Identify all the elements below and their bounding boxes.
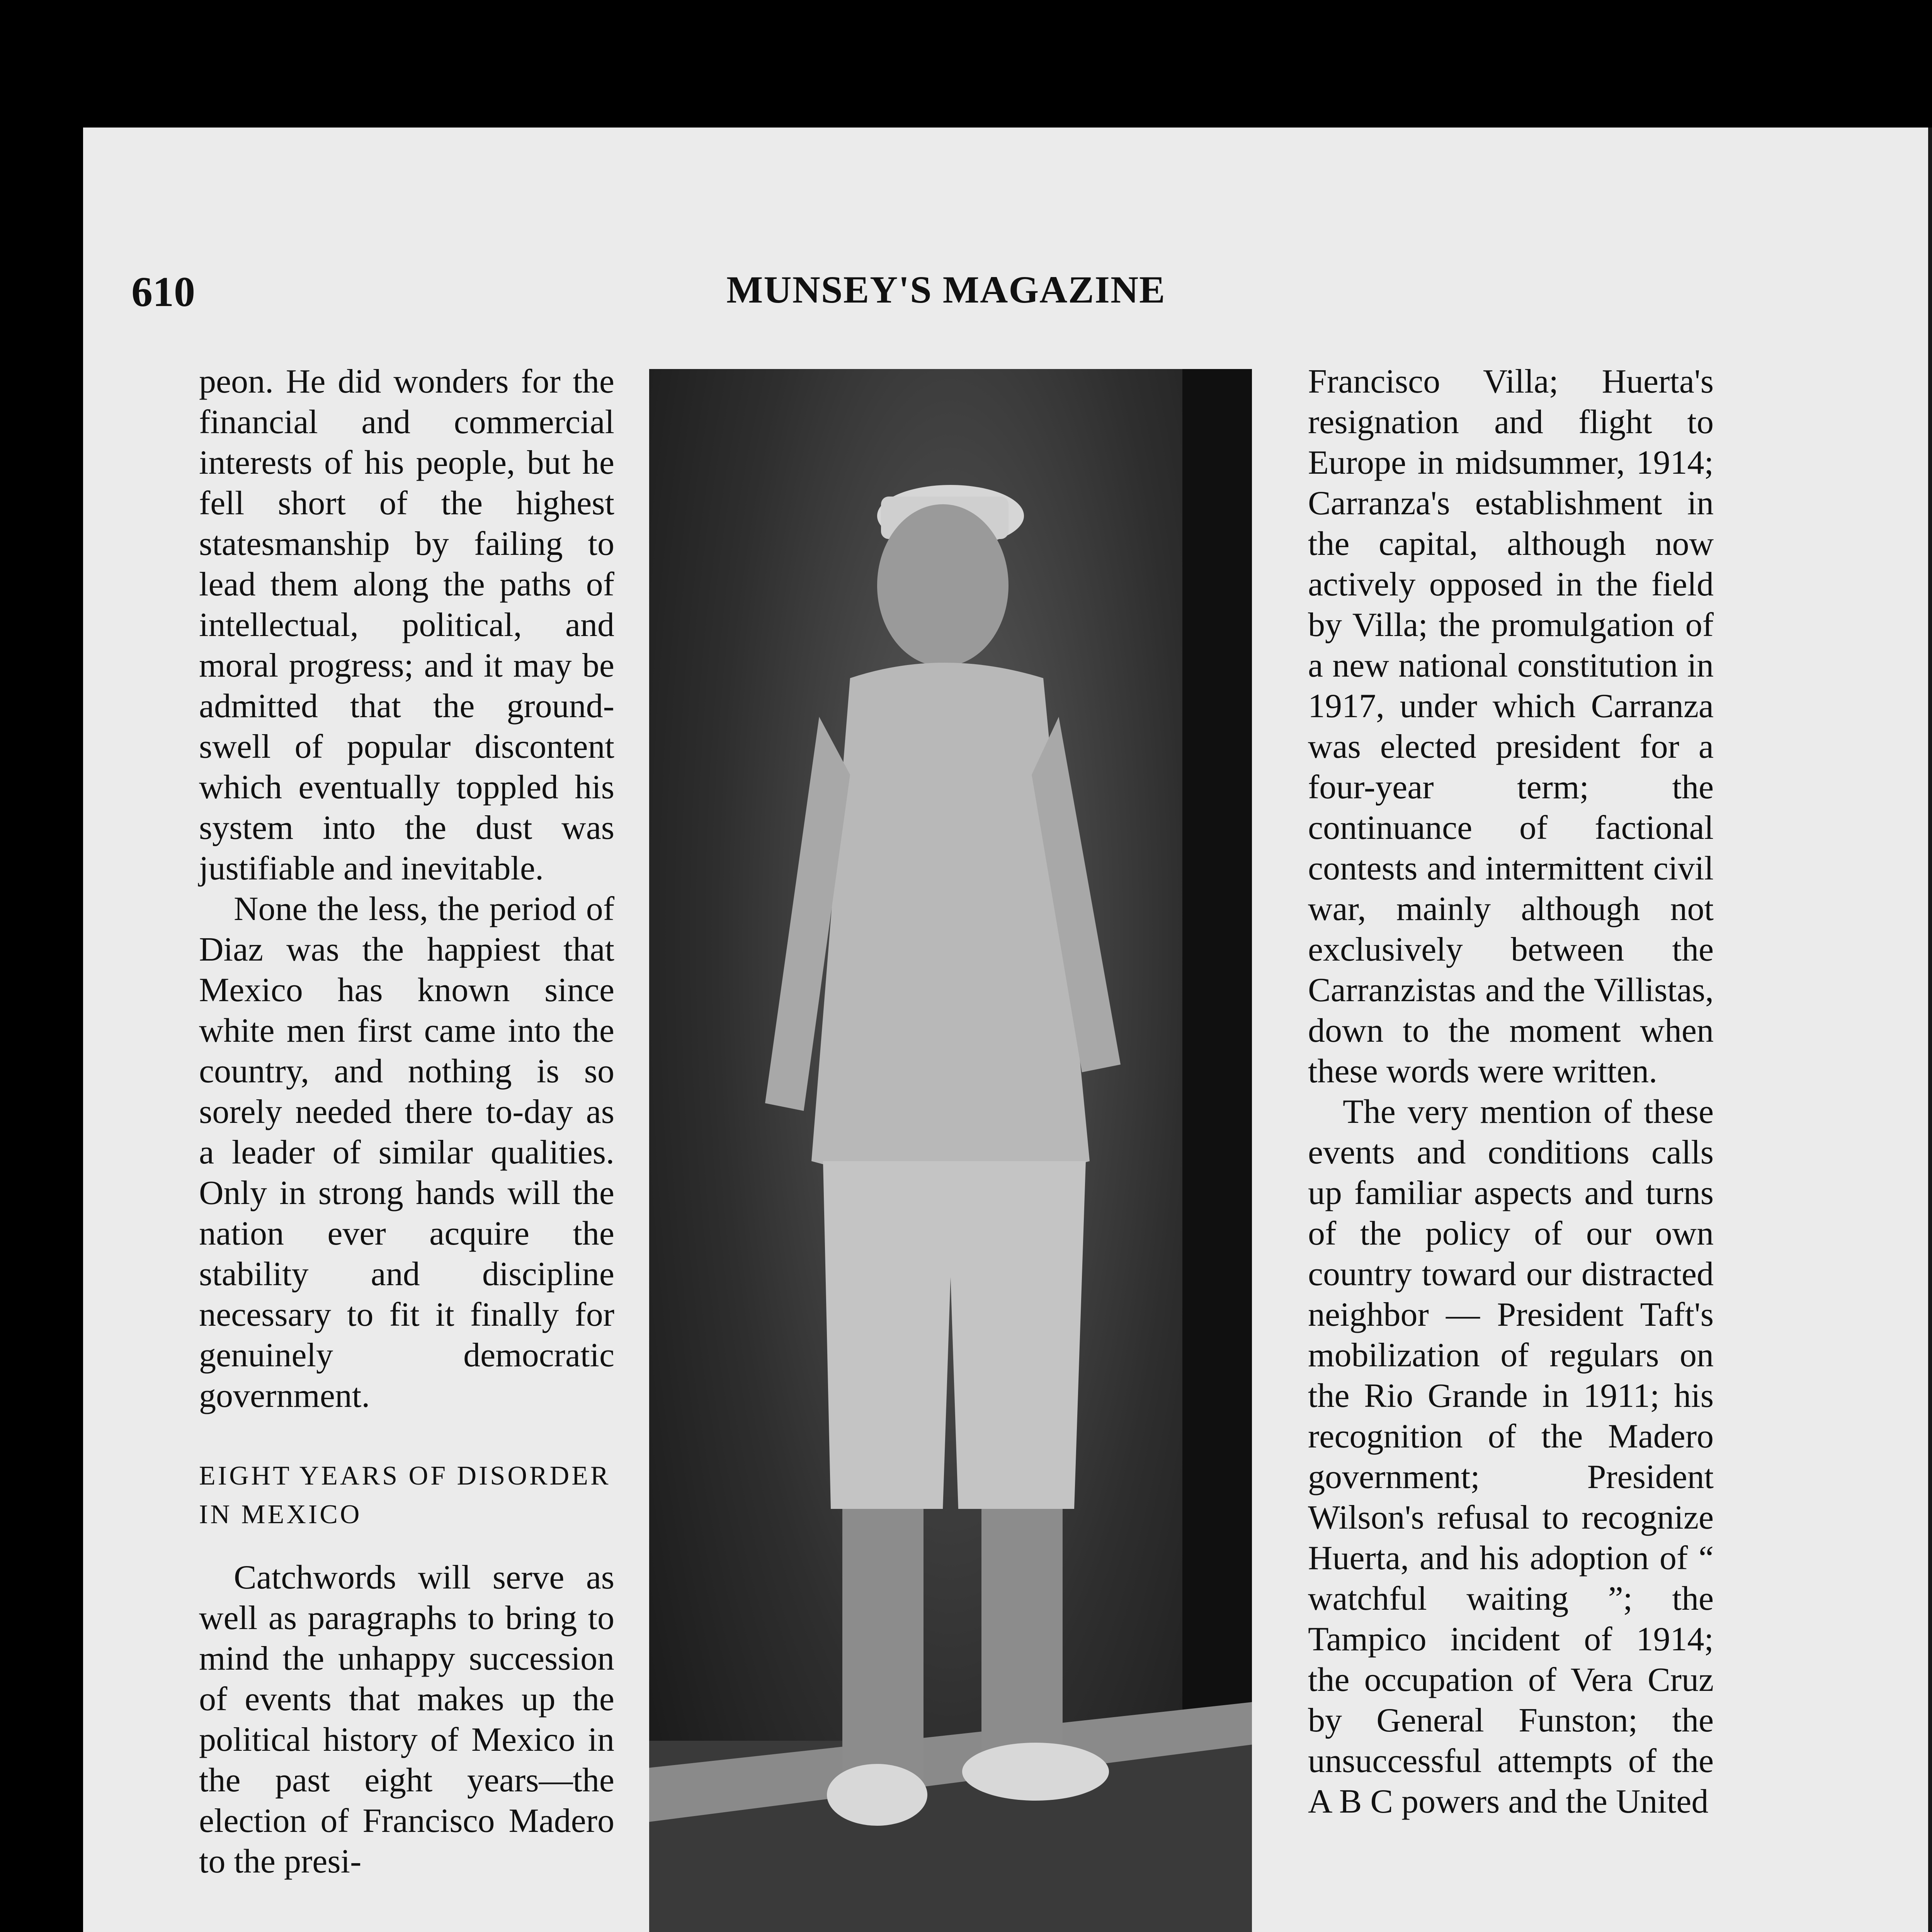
page-number: 610 xyxy=(131,268,195,315)
section-subheading: EIGHT YEARS OF DISORDER IN MEXICO xyxy=(199,1461,611,1529)
right-paragraph-1: Francisco Villa; Huerta's resignation and flight to Europe in midsummer, 1914; Carranza's establishment in the capital, although now actively opposed in the field by Villa; the promulgation of a new national constitution in 1917, under which Carranza was elected president for a four-year term; the continuance of factional contests and intermittent civil war, mainly although not exclusively between the Carranzistas and the Villistas, down to the moment when these words were written. xyxy=(1308,363,1714,1090)
left-paragraph-3: Catchwords will serve as well as paragraphs to bring to mind the unhappy succession of events that makes up the political history of Mexico in the past eight years—the election of Francisco Madero to the presi- xyxy=(199,1559,614,1880)
obregon-photograph xyxy=(649,369,1252,1932)
left-paragraph-1: peon. He did wonders for the financial and commercial interests of his people, but he fell short of the highest statesmanship by failing to lead them along the paths of intellectual, political, and moral progress; and it may be admitted that the ground-swell of popular discontent which eventually toppled his system into the dust was justifiable and inevitable. xyxy=(199,363,614,887)
page-gutter xyxy=(1928,128,1932,1932)
right-column xyxy=(1308,361,1714,1822)
right-paragraph-2: The very mention of these events and conditions calls up familiar aspects and turns of the policy of our own country toward our distracted neighbor — President Taft's mobilization of regulars on the Rio Grande in 1911; his recognition of the Madero government; President Wilson's refusal to recognize Huerta, and his adoption of “ watchful waiting ”; the Tampico incident of 1914; the occupation of Vera Cruz by General Funston; the unsuccessful attempts of the A B C powers and the United xyxy=(1308,1093,1714,1820)
left-paragraph-2: None the less, the period of Diaz was the happiest that Mexico has known since white men first came into the country, and nothing is so sorely needed there to-day as a leader of similar qualities. Only in strong hands will the nation ever acquire the stability and discipline necessary to fit it finally for genuinely democratic government. xyxy=(199,890,614,1415)
magazine-title: MUNSEY'S MAGAZINE xyxy=(726,268,1166,311)
left-column xyxy=(199,361,614,1882)
standing-general-figure xyxy=(649,369,1252,1932)
